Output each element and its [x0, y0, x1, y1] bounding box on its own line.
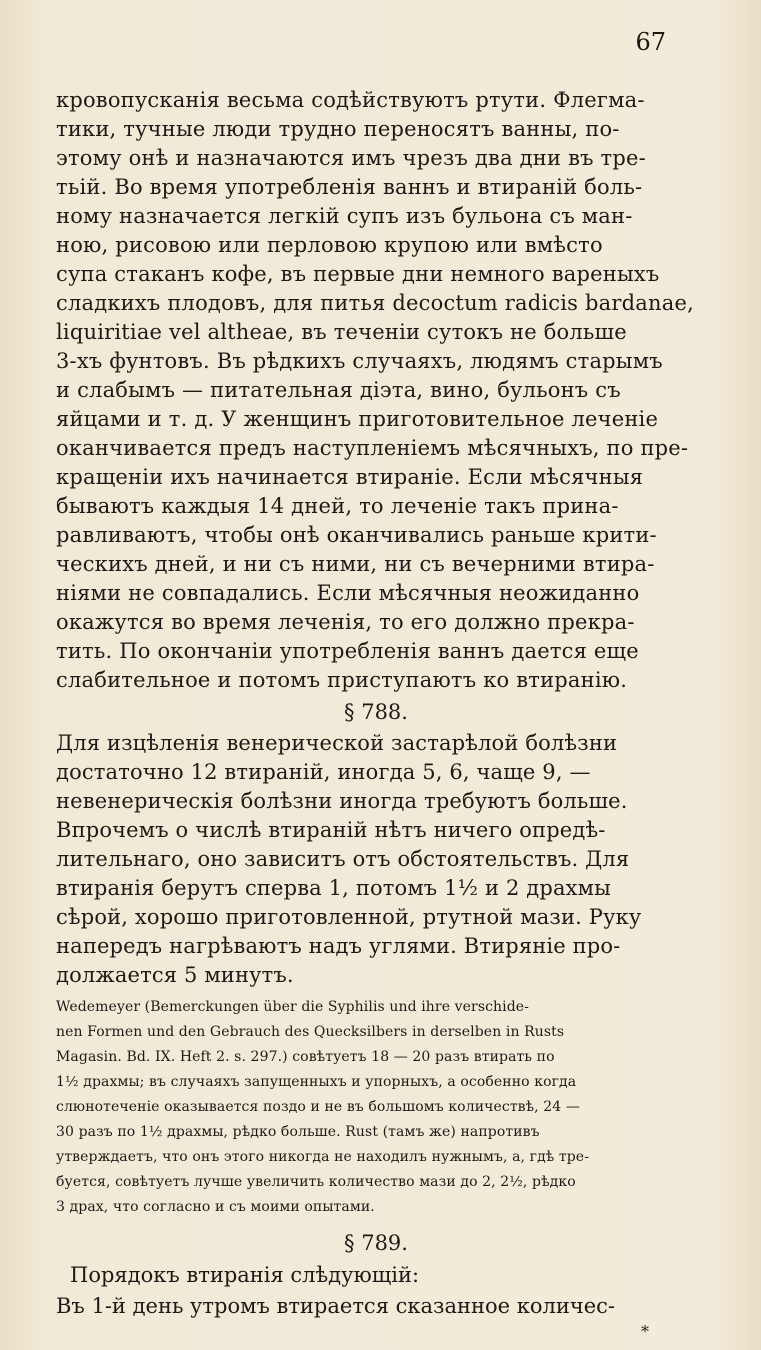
- footnote-line: [56, 1120, 696, 1145]
- paragraph-line: [56, 874, 696, 903]
- paragraph-line: [56, 492, 696, 521]
- paragraph-line-text: Впрочемъ о числѣ втираній нѣтъ ничего опредѣ-: [56, 818, 606, 842]
- paragraph-line-text: liquiritiae vel altheae, въ теченіи сутокъ не больше: [56, 320, 627, 344]
- footnote-line-text: 3 драх, что согласно и съ моими опытами.: [56, 1199, 375, 1215]
- paragraph-line-text: слабительное и потомъ приступаютъ ко втиранію.: [56, 668, 628, 692]
- paragraph-line-text: тьій. Во время употребленія ваннъ и втираній боль-: [56, 175, 643, 199]
- paragraph-line: [56, 289, 696, 318]
- footnote-marker: *: [641, 1322, 649, 1341]
- page-number: 67: [635, 28, 666, 56]
- paragraph-line-text: окажутся во время леченія, то его должно прекра-: [56, 610, 635, 634]
- footnote-line-text: утверждаетъ, что онъ этого никогда не находилъ нужнымъ, а, гдѣ тре-: [56, 1149, 590, 1165]
- footnote-line-text: Wedemeyer (Bemerckungen über die Syphilis und ihre verschide-: [56, 999, 530, 1015]
- paragraph-line: [56, 845, 696, 874]
- paragraph-line: [56, 144, 696, 173]
- paragraph-line-text: сѣрой, хорошо приготовленной, ртутной мази. Руку: [56, 905, 642, 929]
- paragraph-line-text: должается 5 минутъ.: [56, 963, 294, 987]
- paragraph-line-text: напередъ нагрѣваютъ надъ углями. Втиряніе про-: [56, 934, 621, 958]
- footnote-line-text: nen Formen und den Gebrauch des Quecksilbers in derselben in Rusts: [56, 1024, 565, 1040]
- paragraph-line: [56, 115, 696, 144]
- paragraph-line: [56, 376, 696, 405]
- paragraph-line-text: тики, тучные люди трудно переносятъ ванны, по-: [56, 117, 620, 141]
- paragraph-line-text: Въ 1-й день утромъ втирается сказанное количес-: [56, 1294, 616, 1318]
- paragraph-line-text: тить. По окончаніи употребленія ваннъ дается еще: [56, 639, 639, 663]
- footnote-line: [56, 1170, 696, 1195]
- paragraph-line-text: ческихъ дней, и ни съ ними, ни съ вечерними втира-: [56, 552, 655, 576]
- paragraph-line-text: и слабымъ — питательная діэта, вино, бульонъ съ: [56, 378, 621, 402]
- paragraph-line-text: невенерическія болѣзни иногда требуютъ больше.: [56, 789, 628, 813]
- paragraph-line: [56, 729, 696, 758]
- section-heading-789: § 789.: [344, 1231, 408, 1255]
- paragraph-line: [56, 550, 696, 579]
- paragraph-line: [56, 816, 696, 845]
- paragraph-line-text: Для изцѣленія венерической застарѣлой болѣзни: [56, 731, 618, 755]
- paragraph-line: [56, 903, 696, 932]
- paragraph-line-text: Порядокъ втиранія слѣдующій:: [70, 1263, 420, 1287]
- paragraph-line-text: супа стаканъ кофе, въ первые дни немного вареныхъ: [56, 262, 660, 286]
- section-789-paragraph: [56, 1260, 696, 1322]
- paragraph-line-text: яйцами и т. д. У женщинъ приготовительное леченіе: [56, 407, 659, 431]
- paragraph-line-text: оканчивается предъ наступленіемъ мѣсячныхъ, по пре-: [56, 436, 689, 460]
- paragraph-line: [56, 231, 696, 260]
- section-heading-788: § 788.: [344, 700, 408, 724]
- paragraph-line: [56, 260, 696, 289]
- paragraph-line-text: ніями не совпадались. Если мѣсячныя неожиданно: [56, 581, 640, 605]
- paragraph-line-text: равливаютъ, чтобы онѣ оканчивались раньше крити-: [56, 523, 657, 547]
- paragraph-line: [56, 1291, 696, 1322]
- footnote-line: [56, 1045, 696, 1070]
- paragraph-line-text: кровопусканія весьма содѣйствуютъ ртути. Флегма-: [56, 88, 645, 112]
- paragraph-line: [56, 463, 696, 492]
- paragraph-line: [56, 521, 696, 550]
- paragraph-line: [56, 961, 696, 990]
- paragraph-line-text: кращеніи ихъ начинается втираніе. Если мѣсячныя: [56, 465, 644, 489]
- footnote-line-text: 30 разъ по 1½ драхмы, рѣдко больше. Rust (тамъ же) напротивъ: [56, 1124, 540, 1140]
- paragraph-line-text: ною, рисовою или перловою крупою или вмѣсто: [56, 233, 603, 257]
- paragraph-line-text: сладкихъ плодовъ, для питья decoctum radicis bardanae,: [56, 291, 694, 315]
- paragraph-line: [56, 637, 696, 666]
- paragraph-line-text: лительнаго, оно зависитъ отъ обстоятельствъ. Для: [56, 847, 630, 871]
- paragraph-line-text: бываютъ каждыя 14 дней, то леченіе такъ прина-: [56, 494, 619, 518]
- paragraph-line: [56, 932, 696, 961]
- paragraph-line-text: этому онѣ и назначаются имъ чрезъ два дни въ тре-: [56, 146, 646, 170]
- footnote-line: [56, 995, 696, 1020]
- footnote-line-text: слюнотеченіе оказывается поздо и не въ большомъ количествѣ, 24 —: [56, 1099, 580, 1115]
- footnote-line-text: 1½ драхмы; въ случаяхъ запущенныхъ и упорныхъ, а особенно когда: [56, 1074, 577, 1090]
- paragraph-line: [56, 202, 696, 231]
- footnote-line: [56, 1145, 696, 1170]
- paragraph-line: [56, 318, 696, 347]
- footnote: [56, 995, 696, 1220]
- footnote-line: [56, 1020, 696, 1045]
- paragraph-line: [56, 1260, 696, 1291]
- paragraph-line-text: достаточно 12 втираній, иногда 5, 6, чаще 9, —: [56, 760, 591, 784]
- footnote-line-text: Magasin. Bd. IX. Heft 2. s. 297.) совѣтуетъ 18 — 20 разъ втирать по: [56, 1049, 555, 1065]
- paragraph-line: [56, 347, 696, 376]
- footnote-line: [56, 1195, 696, 1220]
- footnote-line: [56, 1070, 696, 1095]
- footnote-line-text: буется, совѣтуетъ лучше увеличить количество мази до 2, 2½, рѣдко: [56, 1174, 576, 1190]
- paragraph-line: [56, 608, 696, 637]
- footnote-line: [56, 1095, 696, 1120]
- paragraph-line: [56, 173, 696, 202]
- paragraph-line-text: втиранія берутъ сперва 1, потомъ 1½ и 2 драхмы: [56, 876, 611, 900]
- paragraph-line: [56, 434, 696, 463]
- paragraph-line-text: ному назначается легкій супъ изъ бульона съ ман-: [56, 204, 633, 228]
- paragraph-line: [56, 758, 696, 787]
- paragraph-line: [56, 579, 696, 608]
- paragraph-line: [56, 86, 696, 115]
- paragraph-line: [56, 405, 696, 434]
- section-788-paragraph: [56, 729, 696, 990]
- page-content: [56, 86, 696, 1322]
- paragraph-line-text: 3-хъ фунтовъ. Въ рѣдкихъ случаяхъ, людямъ старымъ: [56, 349, 663, 373]
- paragraph-line: [56, 787, 696, 816]
- main-paragraph: [56, 86, 696, 695]
- paragraph-line: [56, 666, 696, 695]
